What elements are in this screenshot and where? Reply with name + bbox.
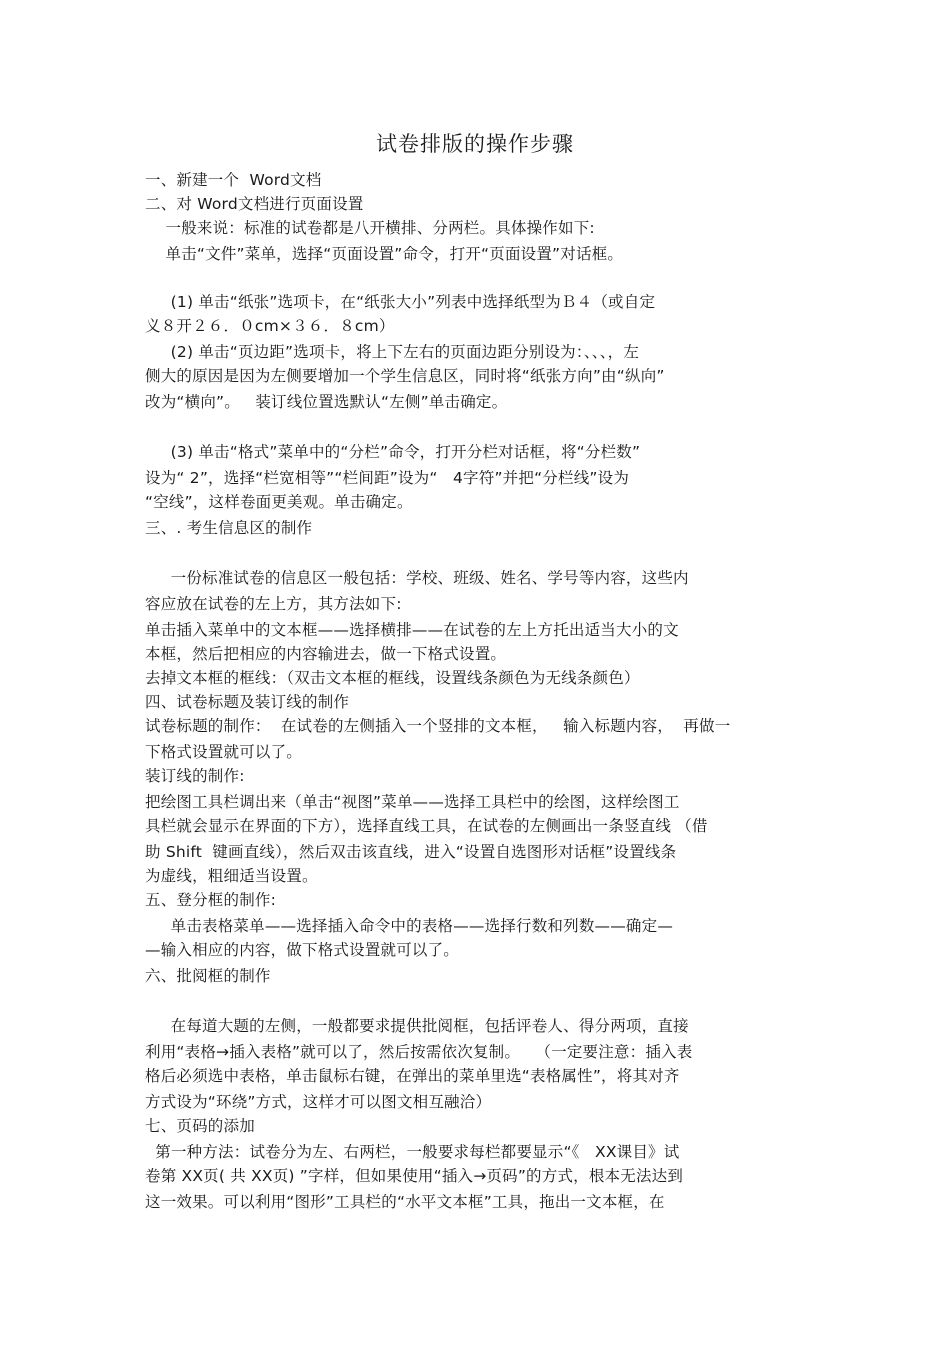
text-line: (3) 单击“格式”菜单中的“分栏”命令，打开分栏对话框，将“分栏数” bbox=[145, 443, 641, 461]
text-line: (1) 单击“纸张”选项卡，在“纸张大小”列表中选择纸型为Ｂ４（或自定 bbox=[145, 293, 656, 311]
text-line: 第一种方法：试卷分为左、右两栏，一般要求每栏都要显示“《 XX课目》试 bbox=[145, 1143, 680, 1161]
text-line: 去掉文本框的框线：（双击文本框的框线，设置线条颜色为无线条颜色） bbox=[145, 669, 640, 687]
text-line: 一、新建一个 Word文档 bbox=[145, 171, 322, 189]
text-line: 四、试卷标题及装订线的制作 bbox=[145, 693, 350, 711]
text-line: 义８开２６．０cm×３６．８cm） bbox=[145, 317, 395, 335]
text-line: 二、对 Word文档进行页面设置 bbox=[145, 195, 364, 213]
text-line: 单击“文件”菜单，选择“页面设置”命令，打开“页面设置”对话框。 bbox=[145, 245, 624, 263]
text-line: 利用“表格→插入表格”就可以了，然后按需依次复制。 （一定要注意：插入表 bbox=[145, 1043, 693, 1061]
text-line: 格后必须选中表格，单击鼠标右键，在弹出的菜单里选“表格属性”，将其对齐 bbox=[145, 1067, 680, 1085]
text-line: 设为“ 2”，选择“栏宽相等”“栏间距”设为“ 4字符”并把“分栏线”设为 bbox=[145, 469, 630, 487]
text-line: 容应放在试卷的左上方，其方法如下: bbox=[145, 595, 402, 613]
text-line: 本框，然后把相应的内容输进去，做一下格式设置。 bbox=[145, 645, 507, 663]
text-line: (2) 单击“页边距”选项卡，将上下左右的页面边距分别设为：、、、，左 bbox=[145, 343, 640, 361]
text-line: 五、登分框的制作: bbox=[145, 891, 277, 909]
text-line: 六、批阅框的制作 bbox=[145, 967, 271, 985]
text-line: 卷第 XX页( 共 XX页) ”字样，但如果使用“插入→页码”的方式，根本无法达到 bbox=[145, 1167, 684, 1185]
text-line: 助 Shift 键画直线），然后双击该直线，进入“设置自选图形对话框”设置线条 bbox=[145, 843, 677, 861]
text-line: 装订线的制作: bbox=[145, 767, 245, 785]
text-line: 一般来说：标准的试卷都是八开横排、分两栏。具体操作如下: bbox=[145, 219, 595, 237]
text-line: 试卷标题的制作： 在试卷的左侧插入一个竖排的文本框， 输入标题内容， 再做一 bbox=[145, 717, 731, 735]
text-line: 下格式设置就可以了。 bbox=[145, 743, 303, 761]
text-line: “空线”，这样卷面更美观。单击确定。 bbox=[145, 493, 413, 511]
text-line: —输入相应的内容，做下格式设置就可以了。 bbox=[145, 941, 460, 959]
text-line: 单击插入菜单中的文本框——选择横排——在试卷的左上方托出适当大小的文 bbox=[145, 621, 679, 639]
text-line: 在每道大题的左侧，一般都要求提供批阅框，包括评卷人、得分两项，直接 bbox=[145, 1017, 689, 1035]
text-line: 一份标准试卷的信息区一般包括：学校、班级、姓名、学号等内容，这些内 bbox=[145, 569, 689, 587]
text-line: 为虚线，粗细适当设置。 bbox=[145, 867, 318, 885]
text-line: 侧大的原因是因为左侧要增加一个学生信息区，同时将“纸张方向”由“纵向” bbox=[145, 367, 665, 385]
page-title: 试卷排版的操作步骤 bbox=[376, 132, 574, 156]
text-line: 七、页码的添加 bbox=[145, 1117, 255, 1135]
text-line: 把绘图工具栏调出来（单击“视图”菜单——选择工具栏中的绘图，这样绘图工 bbox=[145, 793, 680, 811]
text-line: 单击表格菜单——选择插入命令中的表格——选择行数和列数——确定— bbox=[145, 917, 674, 935]
text-line: 具栏就会显示在界面的下方），选择直线工具，在试卷的左侧画出一条竖直线 （借 bbox=[145, 817, 708, 835]
text-line: 方式设为“环绕”方式，这样才可以图文相互融洽） bbox=[145, 1093, 492, 1111]
text-line: 这一效果。可以利用“图形”工具栏的“水平文本框”工具，拖出一文本框，在 bbox=[145, 1193, 665, 1211]
text-line: 改为“横向”。 装订线位置选默认“左侧”单击确定。 bbox=[145, 393, 508, 411]
text-line: 三、. 考生信息区的制作 bbox=[145, 519, 313, 537]
